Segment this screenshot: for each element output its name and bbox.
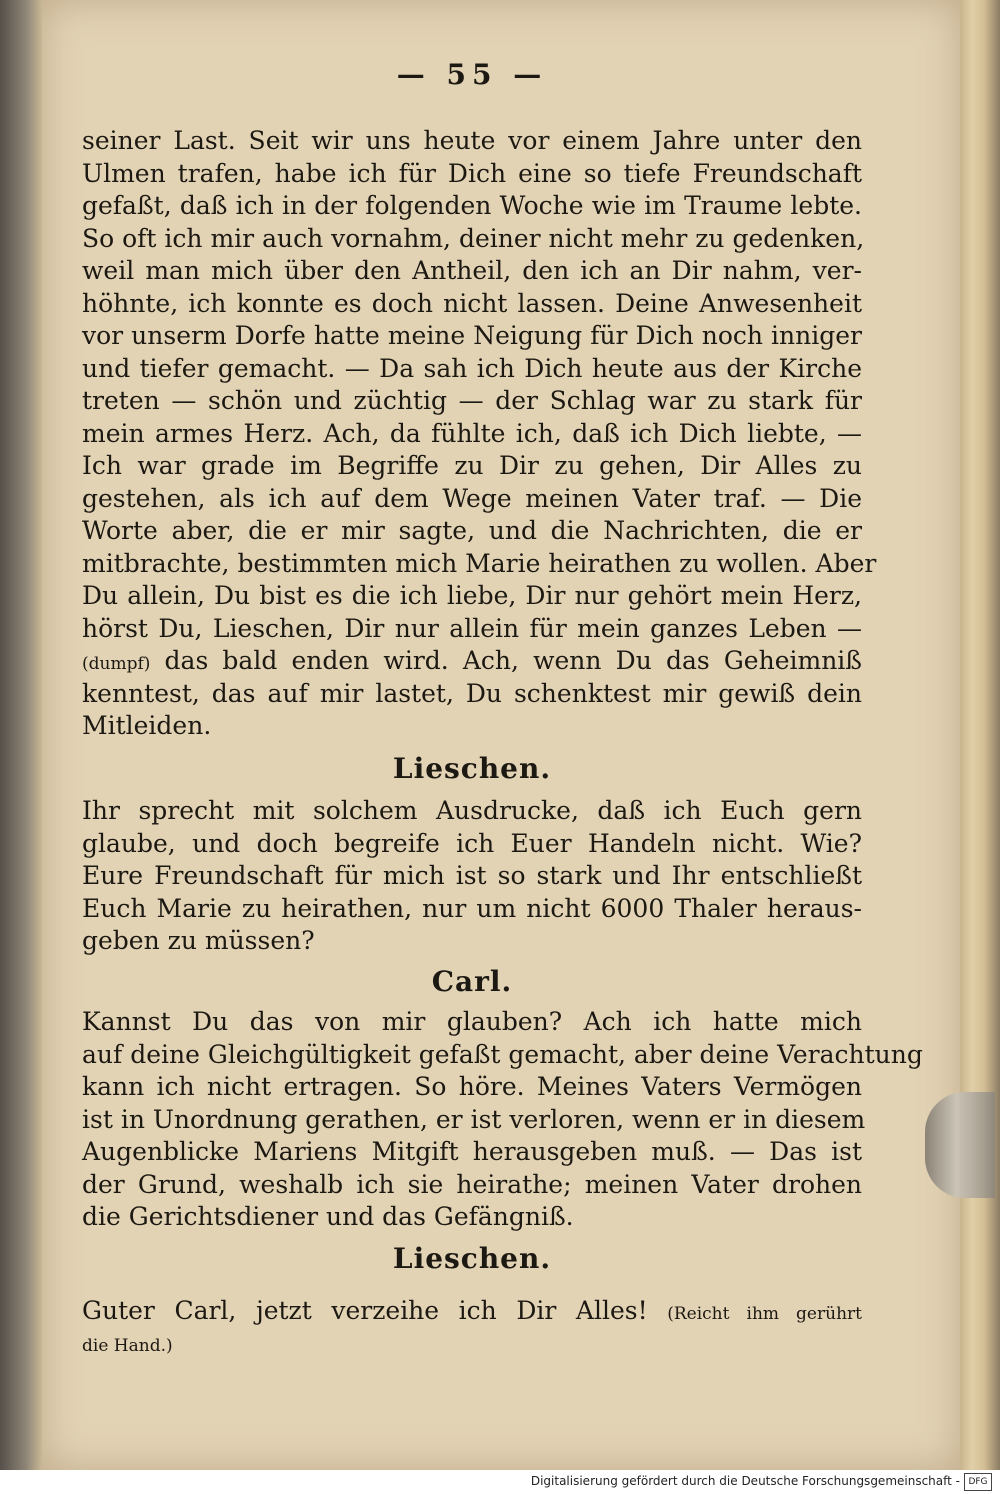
- text-line: höhnte, ich konnte es doch nicht lassen. Deine Anwesenheit: [82, 289, 862, 318]
- text-line: [82, 1295, 862, 1327]
- text-line: weil man mich über den Antheil, den ich an Dir nahm, ver-: [82, 256, 862, 285]
- text-line: auf deine Gleichgültigkeit gefaßt gemacht, aber deine Verachtung: [82, 1040, 923, 1069]
- funding-credit: Digitalisierung gefördert durch die Deutsche Forschungsgemeinschaft -: [530, 1474, 960, 1488]
- text-line: Worte aber, die er mir sagte, und die Nachrichten, die er: [82, 516, 862, 545]
- text-line: treten — schön und züchtig — der Schlag war zu stark für: [82, 386, 862, 415]
- text-line: ist in Unordnung gerathen, er ist verloren, wenn er in diesem: [82, 1105, 866, 1134]
- text-line: Eure Freundschaft für mich ist so stark und Ihr entschließt: [82, 861, 862, 890]
- stage-direction: (dumpf): [82, 654, 151, 674]
- text-line: hörst Du, Lieschen, Dir nur allein für mein ganzes Leben —: [82, 614, 862, 643]
- text-line: So oft ich mir auch vornahm, deiner nicht mehr zu gedenken,: [82, 224, 865, 253]
- text-span: Guter Carl, jetzt verzeihe ich Dir Alles!: [82, 1296, 648, 1325]
- speaker-heading: Lieschen.: [392, 1242, 552, 1275]
- text-line: kann ich nicht ertragen. So höre. Meines Vaters Vermögen: [82, 1072, 862, 1101]
- page-number: — 55 —: [396, 58, 548, 91]
- text-line: gestehen, als ich auf dem Wege meinen Vater traf. — Die: [82, 484, 862, 513]
- page-edge: [960, 0, 1000, 1470]
- speaker-heading: Lieschen.: [392, 752, 552, 785]
- text-line: Ich war grade im Begriffe zu Dir zu gehen, Dir Alles zu: [82, 451, 862, 480]
- text-line: mitbrachte, bestimmten mich Marie heirathen zu wollen. Aber: [82, 549, 877, 578]
- dfg-logo: DFG: [964, 1473, 992, 1491]
- text-line: Euch Marie zu heirathen, nur um nicht 6000 Thaler heraus-: [82, 894, 862, 923]
- stage-direction: die Hand.): [82, 1336, 173, 1356]
- text-line: seiner Last. Seit wir uns heute vor einem Jahre unter den: [82, 126, 862, 155]
- text-line: kenntest, das auf mir lastet, Du schenktest mir gewiß dein: [82, 679, 862, 708]
- text-line: [82, 645, 862, 677]
- stage-direction: (Reicht ihm gerührt: [667, 1304, 862, 1324]
- text-line: glaube, und doch begreife ich Euer Handeln nicht. Wie?: [82, 829, 862, 858]
- text-line: Du allein, Du bist es die ich liebe, Dir nur gehört mein Herz,: [82, 581, 862, 610]
- page-clip: [925, 1092, 995, 1198]
- text-line: Mitleiden.: [82, 711, 212, 740]
- text-line: gefaßt, daß ich in der folgenden Woche wie im Traume lebte.: [82, 191, 862, 220]
- text-span: das bald enden wird. Ach, wenn Du das Geheimniß: [164, 646, 862, 675]
- text-line: die Gerichtsdiener und das Gefängniß.: [82, 1202, 574, 1231]
- text-line: Ulmen trafen, habe ich für Dich eine so tiefe Freundschaft: [82, 159, 862, 188]
- speaker-heading: Carl.: [431, 965, 513, 998]
- text-line: Kannst Du das von mir glauben? Ach ich hatte mich: [82, 1007, 862, 1036]
- text-line: und tiefer gemacht. — Da sah ich Dich heute aus der Kirche: [82, 354, 862, 383]
- text-line: der Grund, weshalb ich sie heirathe; meinen Vater drohen: [82, 1170, 862, 1199]
- text-line: geben zu müssen?: [82, 926, 315, 955]
- text-line: vor unserm Dorfe hatte meine Neigung für Dich noch inniger: [82, 321, 862, 350]
- book-binding: [0, 0, 42, 1470]
- text-line: Ihr sprecht mit solchem Ausdrucke, daß ich Euch gern: [82, 796, 862, 825]
- text-line: Augenblicke Mariens Mitgift herausgeben muß. — Das ist: [82, 1137, 862, 1166]
- text-line: mein armes Herz. Ach, da fühlte ich, daß ich Dich liebte, —: [82, 419, 862, 448]
- digitization-footer: [0, 1470, 1000, 1494]
